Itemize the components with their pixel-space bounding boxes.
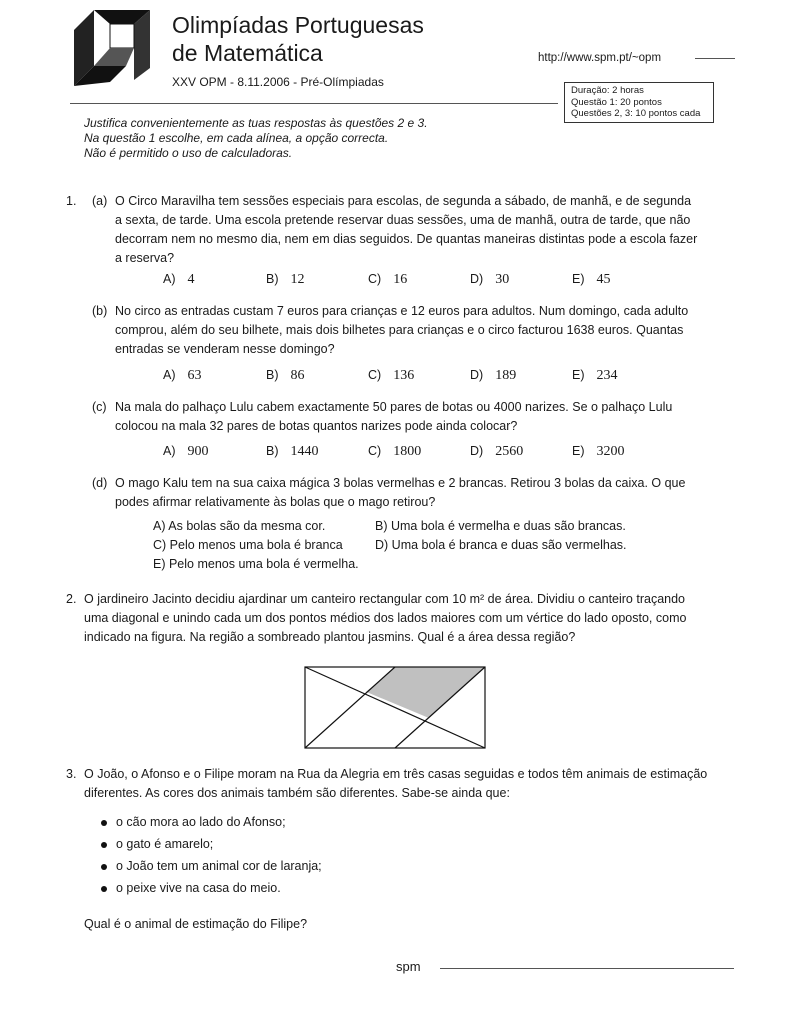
option-label: D): [470, 368, 484, 382]
bullet-text: o cão mora ao lado do Afonso;: [116, 815, 286, 829]
q1c-option-a[interactable]: [163, 444, 209, 460]
option-value: 86: [290, 368, 305, 383]
title-line-1: Olimpíadas Portuguesas: [172, 12, 424, 38]
text-line: Na mala do palhaço Lulu cabem exactamente 50 pares de botas ou 4000 narizes. Se o palhaço Lulu: [115, 400, 673, 414]
q1a-option-c[interactable]: [368, 272, 407, 288]
shaded-region: [366, 667, 485, 718]
q1d-label: (d): [92, 476, 108, 490]
text-line: a sexta, de tarde. Uma escola pretende reservar duas sessões, uma de manhã, outra de tarde, que não: [115, 213, 691, 227]
text-line: colocou na mala 32 pares de botas quantos narizes pode ainda colocar?: [115, 419, 518, 433]
header-rule: [70, 103, 558, 104]
info-line: Questão 1: 20 pontos: [571, 96, 662, 108]
q1b-option-a[interactable]: [163, 368, 202, 384]
info-box: [564, 82, 714, 123]
option-label: C): [368, 368, 382, 382]
q1c-text: [115, 398, 715, 436]
q1d-option-d[interactable]: D) Uma bola é branca e duas são vermelhas.: [375, 538, 627, 552]
text-line: a reserva?: [115, 251, 175, 265]
q1d-text: [115, 474, 715, 512]
q1b-label: (b): [92, 304, 108, 318]
option-label: E): [572, 272, 585, 286]
bullet-text: o peixe vive na casa do meio.: [116, 881, 281, 895]
q1b-option-b[interactable]: [266, 368, 305, 384]
q1a-option-d[interactable]: [470, 272, 509, 288]
instruction-line: Na questão 1 escolhe, em cada alínea, a opção correcta.: [84, 131, 389, 145]
option-label: A): [163, 272, 176, 286]
option-value: 1440: [290, 444, 319, 459]
q1d-option-a[interactable]: A) As bolas são da mesma cor.: [153, 519, 326, 533]
q1a-option-b[interactable]: [266, 272, 305, 288]
q1b-text: [115, 302, 715, 359]
option-value: 2560: [495, 444, 524, 459]
q3-number: 3.: [66, 767, 77, 781]
option-label: D): [470, 444, 484, 458]
q1a-text: [115, 192, 715, 268]
option-value: 30: [495, 272, 510, 287]
option-value: 12: [290, 272, 305, 287]
option-label: B): [266, 368, 279, 382]
text-line: entradas se venderam nesse domingo?: [115, 342, 335, 356]
midpoint-line-top: [305, 667, 395, 748]
option-label: C): [368, 444, 382, 458]
q1-number: 1.: [66, 194, 77, 208]
q2-text: [84, 590, 724, 647]
instruction-line: Justifica convenientemente as tuas respostas às questões 2 e 3.: [84, 116, 428, 130]
bullet-icon: [101, 842, 107, 848]
option-label: E): [572, 368, 585, 382]
instruction-line: Não é permitido o uso de calculadoras.: [84, 146, 293, 160]
option-label: E): [572, 444, 585, 458]
option-value: 1800: [393, 444, 422, 459]
option-value: 189: [495, 368, 517, 383]
q1b-option-c[interactable]: [368, 368, 414, 384]
bullet-icon: [101, 864, 107, 870]
bullet-icon: [101, 886, 107, 892]
opm-logo: [70, 8, 152, 93]
option-label: B): [266, 444, 279, 458]
text-line: O João, o Afonso e o Filipe moram na Rua da Alegria em três casas seguidas e todos têm animais de estimação: [84, 767, 708, 781]
q1a-label: (a): [92, 194, 108, 208]
q3-bullet-item: [101, 859, 322, 873]
text-line: indicado na figura. Na região a sombreado plantou jasmins. Qual é a área dessa região?: [84, 630, 576, 644]
q1b-option-d[interactable]: [470, 368, 516, 384]
q1a-option-e[interactable]: [572, 272, 611, 288]
footer-spm: spm: [396, 959, 421, 974]
footer-rule: [440, 968, 734, 969]
q3-text: [84, 765, 724, 803]
text-line: O Circo Maravilha tem sessões especiais para escolas, de segunda a sábado, de manhã, e de segunda: [115, 194, 692, 208]
option-label: C): [368, 272, 382, 286]
option-value: 234: [596, 368, 618, 383]
q1b-option-e[interactable]: [572, 368, 618, 384]
garden-figure: [304, 666, 488, 750]
info-line: Questões 2, 3: 10 pontos cada: [571, 108, 701, 119]
bullet-icon: [101, 820, 107, 826]
text-line: diferentes. As cores dos animais também são diferentes. Sabe-se ainda que:: [84, 786, 510, 800]
text-line: O mago Kalu tem na sua caixa mágica 3 bolas vermelhas e 2 brancas. Retirou 3 bolas da caixa. O que: [115, 476, 686, 490]
bullet-text: o gato é amarelo;: [116, 837, 214, 851]
q3-bullet-item: [101, 815, 286, 829]
option-value: 16: [393, 272, 408, 287]
option-value: 4: [187, 272, 195, 287]
option-value: 63: [187, 368, 202, 383]
q3-question: Qual é o animal de estimação do Filipe?: [84, 917, 308, 931]
q1d-option-e[interactable]: E) Pelo menos uma bola é vermelha.: [153, 557, 359, 571]
q1a-option-a[interactable]: [163, 272, 195, 288]
instructions: [84, 116, 428, 161]
q1d-option-c[interactable]: C) Pelo menos uma bola é branca: [153, 538, 343, 552]
option-label: D): [470, 272, 484, 286]
q3-bullet-item: [101, 881, 281, 895]
q1c-option-e[interactable]: [572, 444, 625, 460]
q1c-option-c[interactable]: [368, 444, 421, 460]
q2-number: 2.: [66, 592, 77, 606]
bullet-text: o João tem um animal cor de laranja;: [116, 859, 322, 873]
q3-bullet-item: [101, 837, 213, 851]
text-line: No circo as entradas custam 7 euros para crianças e 12 euros para adultos. Num domingo, cada adulto: [115, 304, 689, 318]
text-line: podes afirmar relativamente às bolas que o mago retirou?: [115, 495, 436, 509]
url-rule: [695, 58, 735, 59]
q1c-option-d[interactable]: [470, 444, 523, 460]
q1c-option-b[interactable]: [266, 444, 319, 460]
option-label: B): [266, 272, 279, 286]
info-line: Duração: 2 horas: [571, 85, 644, 96]
option-label: A): [163, 368, 176, 382]
text-line: comprou, além do seu bilhete, mais dois bilhetes para crianças e o circo facturou 1638 euros. Quantas: [115, 323, 684, 337]
exam-subtitle: XXV OPM - 8.11.2006 - Pré-Olímpiadas: [172, 75, 384, 89]
text-line: decorram nem no mesmo dia, nem em dias seguidos. De quantas maneiras distintas pode a escola fazer: [115, 232, 698, 246]
option-label: A): [163, 444, 176, 458]
option-value: 900: [187, 444, 209, 459]
q1d-option-b[interactable]: B) Uma bola é vermelha e duas são brancas.: [375, 519, 626, 533]
option-value: 136: [393, 368, 415, 383]
text-line: uma diagonal e unindo cada um dos pontos médios dos lados maiores com um vértice do lado oposto, como: [84, 611, 687, 625]
text-line: O jardineiro Jacinto decidiu ajardinar um canteiro rectangular com 10 m² de área. Dividiu o canteiro traçando: [84, 592, 686, 606]
option-value: 3200: [596, 444, 625, 459]
q1c-label: (c): [92, 400, 107, 414]
option-value: 45: [596, 272, 611, 287]
spm-url[interactable]: http://www.spm.pt/~opm: [538, 52, 662, 64]
title-line-2: de Matemática: [172, 40, 323, 66]
